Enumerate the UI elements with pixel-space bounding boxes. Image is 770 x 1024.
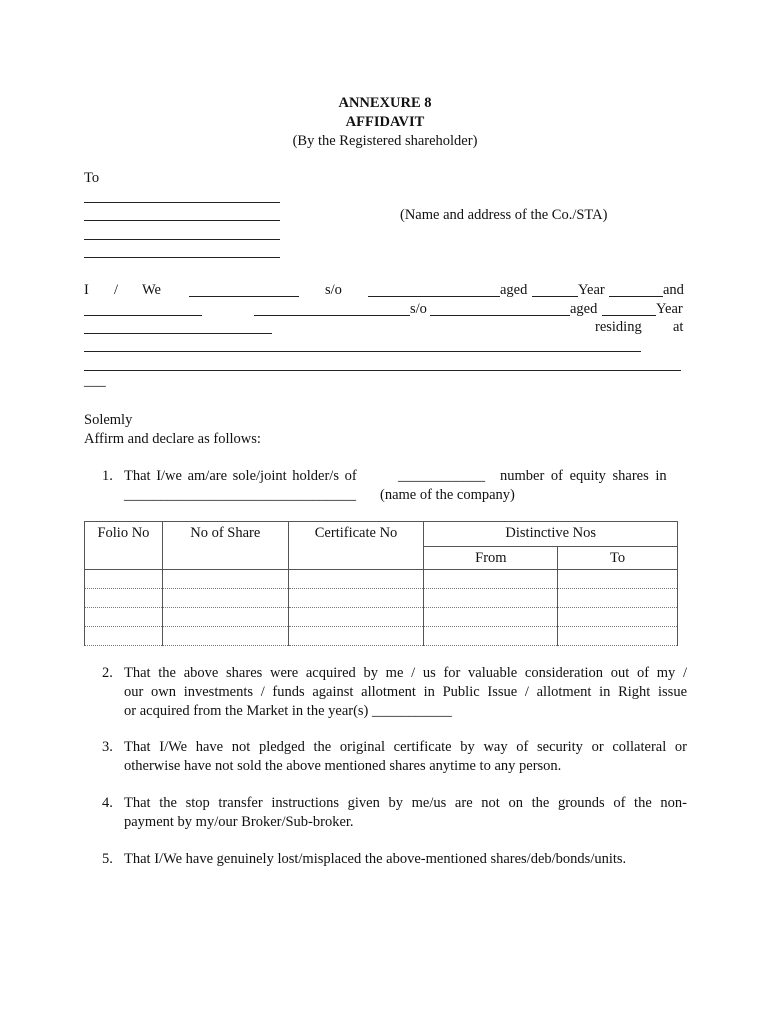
header-no-of-shares: No of Share bbox=[162, 522, 288, 570]
from-cell[interactable] bbox=[424, 570, 558, 589]
slash-label: / bbox=[114, 282, 119, 298]
company-name-label: (name of the company) bbox=[380, 487, 515, 503]
from-cell[interactable] bbox=[424, 589, 558, 608]
header-certificate-no: Certificate No bbox=[288, 522, 424, 570]
header-to: To bbox=[558, 547, 678, 570]
from-cell[interactable] bbox=[424, 627, 558, 646]
annexure-heading: ANNEXURE 8 bbox=[338, 95, 432, 111]
so-label: s/o bbox=[325, 282, 342, 298]
certificate-cell[interactable] bbox=[288, 608, 424, 627]
shares-cell[interactable] bbox=[162, 627, 288, 646]
year-label-2: Year bbox=[656, 301, 683, 317]
and-label: and bbox=[663, 282, 684, 298]
affidavit-title: AFFIDAVIT bbox=[345, 114, 425, 130]
at-label: at bbox=[673, 319, 684, 335]
declarant-name-blank[interactable] bbox=[189, 296, 299, 297]
second-year-blank[interactable] bbox=[602, 315, 656, 316]
residence-line-3[interactable]: ___ bbox=[84, 373, 106, 389]
to-cell[interactable] bbox=[558, 608, 678, 627]
i-label: I bbox=[84, 282, 89, 298]
clause-3-number: 3. bbox=[102, 739, 113, 755]
to-cell[interactable] bbox=[558, 589, 678, 608]
folio-cell[interactable] bbox=[85, 570, 163, 589]
header-from: From bbox=[424, 547, 558, 570]
clause-1-number: 1. bbox=[102, 468, 113, 484]
aged-label-2: aged bbox=[570, 301, 598, 317]
residence-line-2[interactable] bbox=[84, 370, 681, 371]
to-label: To bbox=[84, 170, 100, 186]
residing-label: residing bbox=[595, 319, 642, 335]
header-distinctive-nos: Distinctive Nos bbox=[424, 522, 678, 547]
clause-4-number: 4. bbox=[102, 795, 113, 811]
shares-cell[interactable] bbox=[162, 570, 288, 589]
clause-5-number: 5. bbox=[102, 851, 113, 867]
address-line-2[interactable] bbox=[84, 220, 280, 221]
clause-2-number: 2. bbox=[102, 665, 113, 681]
so-label-2: s/o bbox=[410, 301, 427, 317]
address-line-4[interactable] bbox=[84, 257, 280, 258]
header-folio-no: Folio No bbox=[85, 522, 163, 570]
second-declarant-blank[interactable] bbox=[84, 315, 202, 316]
clause-3-line-1: That I/We have not pledged the original certificate by way of security or collateral or bbox=[124, 739, 687, 755]
residence-line-1[interactable] bbox=[84, 351, 641, 352]
second-father-blank[interactable] bbox=[254, 315, 410, 316]
clause-2-line-1: That the above shares were acquired by me / us for valuable consideration out of my / bbox=[124, 665, 687, 681]
table-row bbox=[85, 570, 678, 589]
to-cell[interactable] bbox=[558, 627, 678, 646]
company-name-blank[interactable]: ________________________________ bbox=[124, 487, 356, 503]
address-line-3[interactable] bbox=[84, 239, 280, 240]
certificate-cell[interactable] bbox=[288, 570, 424, 589]
table-row bbox=[85, 627, 678, 646]
age-blank[interactable] bbox=[532, 296, 578, 297]
share-details-table bbox=[84, 521, 678, 646]
year-blank[interactable] bbox=[609, 296, 663, 297]
table-row bbox=[85, 608, 678, 627]
to-cell[interactable] bbox=[558, 570, 678, 589]
clause-4-line-1: That the stop transfer instructions given by me/us are not on the grounds of the non- bbox=[124, 795, 687, 811]
certificate-cell[interactable] bbox=[288, 589, 424, 608]
father-name-blank[interactable] bbox=[368, 296, 500, 297]
clause-1-text-a: That I/we am/are sole/joint holder/s of bbox=[124, 468, 357, 484]
clause-5-line-1: That I/We have genuinely lost/misplaced the above-mentioned shares/deb/bonds/units. bbox=[124, 851, 627, 867]
we-label: We bbox=[142, 282, 161, 298]
folio-cell[interactable] bbox=[85, 589, 163, 608]
folio-cell[interactable] bbox=[85, 627, 163, 646]
clause-4-line-2: payment by my/our Broker/Sub-broker. bbox=[124, 814, 354, 830]
table-row bbox=[85, 589, 678, 608]
affirm-label: Affirm and declare as follows: bbox=[84, 431, 261, 447]
solemly-label: Solemly bbox=[84, 412, 133, 428]
aged-label: aged bbox=[500, 282, 528, 298]
folio-cell[interactable] bbox=[85, 608, 163, 627]
clause-1-text-b: number of equity shares in bbox=[500, 468, 667, 484]
second-age-blank[interactable] bbox=[430, 315, 570, 316]
clause-1-share-count-blank[interactable]: ____________ bbox=[398, 468, 485, 484]
year-label: Year bbox=[578, 282, 605, 298]
third-blank[interactable] bbox=[84, 333, 272, 334]
from-cell[interactable] bbox=[424, 608, 558, 627]
shares-cell[interactable] bbox=[162, 608, 288, 627]
company-address-label: (Name and address of the Co./STA) bbox=[400, 207, 608, 223]
shares-cell[interactable] bbox=[162, 589, 288, 608]
affidavit-subtitle: (By the Registered shareholder) bbox=[292, 133, 478, 149]
clause-2-line-2: our own investments / funds against allotment in Public Issue / allotment in Right issue bbox=[124, 684, 687, 700]
clause-3-line-2: otherwise have not sold the above mentioned shares anytime to any person. bbox=[124, 758, 562, 774]
clause-2-line-3: or acquired from the Market in the year(s) ___________ bbox=[124, 703, 452, 719]
certificate-cell[interactable] bbox=[288, 627, 424, 646]
address-line-1[interactable] bbox=[84, 202, 280, 203]
